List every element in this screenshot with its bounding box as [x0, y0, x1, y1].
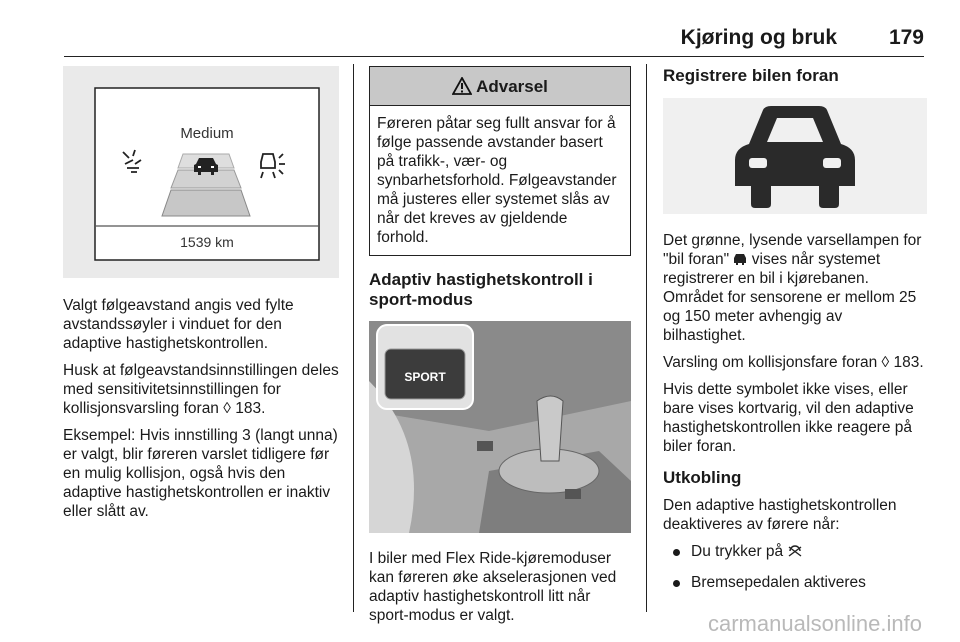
bullet-dot	[673, 580, 680, 587]
paragraph: Valgt følgeavstand angis ved fylte avstandssøyler i vinduet for den adaptive hastighetskontrollen.	[63, 297, 294, 352]
list-item-text: Bremsepedalen aktiveres	[691, 574, 866, 591]
column-divider-1	[353, 64, 354, 612]
warning-header	[370, 67, 630, 106]
paragraph: I biler med Flex Ride-kjøremoduser kan føreren øke akselerasjonen ved adaptiv hastighetskontroll litt når sport-modus er valgt.	[369, 550, 617, 624]
warning-box	[369, 66, 631, 256]
list-item-text: Du trykker på	[691, 543, 788, 560]
page-header	[0, 26, 960, 56]
paragraph: Eksempel: Hvis innstilling 3 (langt unna) er valgt, blir føreren varslet tidligere før en mulig kollisjon, også hvis den adaptive hastighetskontrollen er inaktiv eller slått av.	[63, 427, 338, 520]
page-number: 179	[888, 26, 924, 49]
sport-button-label: SPORT	[404, 370, 446, 384]
warning-title: Advarsel	[476, 76, 548, 96]
sport-button-photo	[369, 321, 631, 533]
bullet-dot	[673, 549, 680, 556]
section-title: Kjøring og bruk	[680, 26, 837, 49]
paragraph: Husk at følgeavstandsinnstillingen deles med sensitivitetsinnstillingen for kollisjonsvarsling foran ◊ 183.	[63, 362, 339, 417]
distance-display-figure	[63, 66, 339, 278]
car-ahead-figure	[663, 98, 927, 214]
column-divider-2	[646, 64, 647, 612]
section-heading: Adaptiv hastighetskontroll i sport-modus	[369, 270, 593, 309]
paragraph: Varsling om kollisjonsfare foran ◊ 183.	[663, 354, 924, 371]
paragraph: Den adaptive hastighetskontrollen deaktiveres av førere når:	[663, 497, 897, 533]
warning-text: Føreren påtar seg fullt ansvar for å følge passende avstander basert på trafikk-, vær- og synbarhetsforhold. Følgeavstander må justeres eller systemet slås av når det kreves av gjeldende forhold.	[377, 115, 617, 246]
middle-column	[369, 66, 631, 633]
header-rule	[64, 56, 924, 57]
right-column	[663, 66, 927, 604]
gear-console-illustration	[369, 321, 631, 533]
list-item	[663, 573, 927, 592]
mode-label: Medium	[180, 125, 234, 142]
car-ahead-large-icon	[663, 98, 927, 214]
paragraph-text: Det grønne, lysende varsellampen for "bil foran"	[663, 232, 922, 268]
bullet-list	[663, 542, 927, 592]
left-column	[63, 66, 339, 529]
paragraph-text: vises når systemet registrerer en bil i kjørebanen. Området for sensorene er mellom 25 og 150 meter avhengig av bilhastighet.	[663, 251, 917, 344]
paragraph	[663, 231, 927, 345]
warning-triangle-icon	[452, 77, 472, 95]
section-heading: Utkobling	[663, 468, 742, 487]
odometer-reading: 1539 km	[180, 234, 234, 250]
paragraph: Hvis dette symbolet ikke vises, eller bare vises kortvarig, vil den adaptive hastighetskontrollen ikke reagere på biler foran.	[663, 381, 914, 455]
car-ahead-icon	[733, 253, 747, 265]
list-item	[663, 542, 927, 561]
watermark: carmanualsonline.info	[707, 611, 922, 636]
distance-display-illustration	[63, 66, 339, 278]
cruise-cancel-icon	[787, 545, 803, 557]
section-heading: Registrere bilen foran	[663, 66, 839, 85]
